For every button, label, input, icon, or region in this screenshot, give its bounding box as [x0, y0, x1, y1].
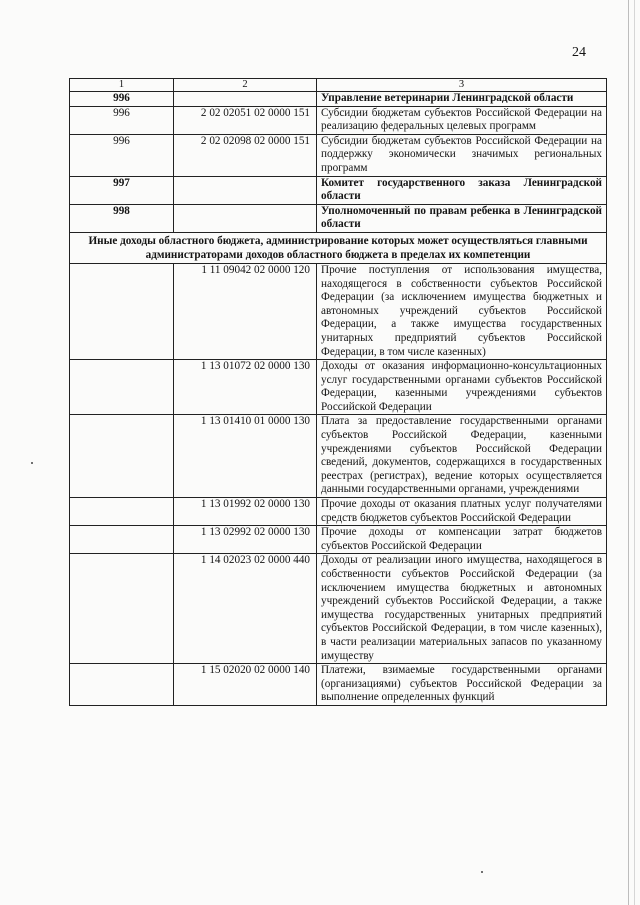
- scan-speck: [481, 871, 483, 873]
- admin-code-cell: [70, 263, 174, 359]
- income-code-cell: [174, 176, 317, 204]
- income-codes-table: [69, 78, 607, 706]
- income-code-cell: [174, 92, 317, 107]
- admin-code-cell: [70, 498, 174, 526]
- admin-code-cell: [70, 664, 174, 706]
- income-name-cell: Доходы от реализации иного имущества, находящегося в собственности субъектов Российской Федерации (за исключением имущества бюджетных и автономных учреждений субъектов Российской Федерации, а также имущества государственных унитарных предприятий субъектов Российской Федерации, в том числе казенных), в части реализации материальных запасов по указанному имуществу: [317, 554, 607, 664]
- income-name-cell: Платежи, взимаемые государственными органами (организациями) субъектов Российской Федерации за выполнение определенных функций: [317, 664, 607, 706]
- section-title: Иные доходы областного бюджета, администрирование которых может осуществляться главными администраторами доходов областного бюджета в пределах их компетенции: [70, 232, 607, 263]
- admin-code-cell: [70, 526, 174, 554]
- table-header-row: [70, 79, 607, 92]
- table-row: [70, 263, 607, 359]
- income-name-cell: Комитет государственного заказа Ленинградской области: [317, 176, 607, 204]
- income-name-cell: Прочие доходы от оказания платных услуг получателями средств бюджетов субъектов Российской Федерации: [317, 498, 607, 526]
- income-code-cell: 1 13 01992 02 0000 130: [174, 498, 317, 526]
- table-row: [70, 360, 607, 415]
- section-row: [70, 232, 607, 263]
- table-row: [70, 106, 607, 134]
- income-code-cell: [174, 204, 317, 232]
- column-header: 3: [317, 79, 607, 92]
- table-row: [70, 134, 607, 176]
- admin-code-cell: [70, 415, 174, 498]
- scan-edge-line: [628, 0, 629, 905]
- income-name-cell: Субсидии бюджетам субъектов Российской Федерации на реализацию федеральных целевых программ: [317, 106, 607, 134]
- column-header: 1: [70, 79, 174, 92]
- income-code-cell: 1 13 02992 02 0000 130: [174, 526, 317, 554]
- admin-code-cell: [70, 360, 174, 415]
- admin-code-cell: 998: [70, 204, 174, 232]
- admin-code-cell: [70, 554, 174, 664]
- income-code-cell: 1 11 09042 02 0000 120: [174, 263, 317, 359]
- scan-speck: [31, 462, 33, 464]
- income-code-cell: 1 13 01072 02 0000 130: [174, 360, 317, 415]
- income-name-cell: Прочие доходы от компенсации затрат бюджетов субъектов Российской Федерации: [317, 526, 607, 554]
- admin-code-cell: 996: [70, 134, 174, 176]
- income-code-cell: 2 02 02098 02 0000 151: [174, 134, 317, 176]
- table-row: [70, 554, 607, 664]
- scan-edge-line: [634, 0, 635, 905]
- income-name-cell: Субсидии бюджетам субъектов Российской Федерации на поддержку экономически значимых региональных программ: [317, 134, 607, 176]
- table-row: [70, 176, 607, 204]
- table-row: [70, 204, 607, 232]
- income-name-cell: Управление ветеринарии Ленинградской области: [317, 92, 607, 107]
- income-code-cell: 1 15 02020 02 0000 140: [174, 664, 317, 706]
- table-row: [70, 92, 607, 107]
- admin-code-cell: 997: [70, 176, 174, 204]
- income-name-cell: Уполномоченный по правам ребенка в Ленинградской области: [317, 204, 607, 232]
- income-code-cell: 2 02 02051 02 0000 151: [174, 106, 317, 134]
- table-row: [70, 415, 607, 498]
- table-row: [70, 498, 607, 526]
- income-code-cell: 1 14 02023 02 0000 440: [174, 554, 317, 664]
- income-code-cell: 1 13 01410 01 0000 130: [174, 415, 317, 498]
- column-header: 2: [174, 79, 317, 92]
- income-name-cell: Доходы от оказания информационно-консультационных услуг государственными органами субъектов Российской Федерации, казенными учреждениями субъектов Российской Федерации: [317, 360, 607, 415]
- admin-code-cell: 996: [70, 106, 174, 134]
- income-name-cell: Плата за предоставление государственными органами субъектов Российской Федерации, казенными учреждениями субъектов Российской Федерации сведений, документов, содержащихся в государственных реестрах (регистрах), ведение которых осуществляется данными государственными органами, учреждениями: [317, 415, 607, 498]
- table-row: [70, 664, 607, 706]
- income-name-cell: Прочие поступления от использования имущества, находящегося в собственности субъектов Российской Федерации (за исключением имущества бюджетных и автономных учреждений субъектов Российской Федерации, а также имущества государственных унитарных предприятий субъектов Российской Федерации, в том числе казенных): [317, 263, 607, 359]
- page-number: 24: [572, 45, 586, 60]
- admin-code-cell: 996: [70, 92, 174, 107]
- table-row: [70, 526, 607, 554]
